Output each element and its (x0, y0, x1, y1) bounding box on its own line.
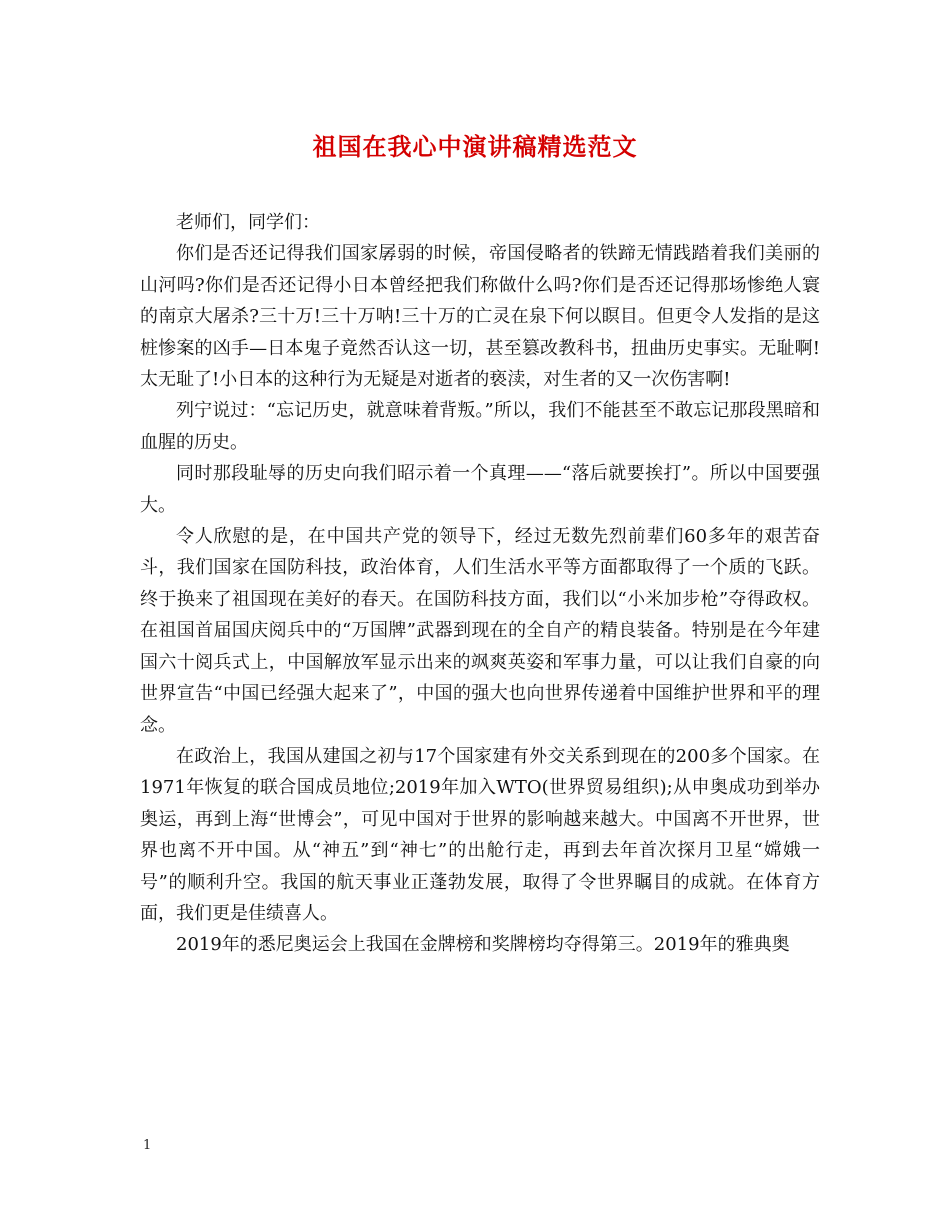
document-title: 祖国在我心中演讲稿精选范文 (312, 133, 638, 161)
document-body (140, 207, 820, 961)
body-paragraph: 你们是否还记得我们国家孱弱的时候，帝国侵略者的铁蹄无情践踏着我们美丽的山河吗?你们是否还记得小日本曾经把我们称做什么吗?你们是否还记得那场惨绝人寰的南京大屠杀?三十万!三十万呐!三十万的亡灵在泉下何以瞑目。但更令人发指的是这桩惨案的凶手—日本鬼子竟然否认这一切，甚至篡改教科书，扭曲历史事实。无耻啊!太无耻了!小日本的这种行为无疑是对逝者的亵渎，对生者的又一次伤害啊! (140, 243, 820, 391)
salutation-paragraph: 老师们，同学们： (176, 212, 320, 233)
body-paragraph: 在政治上，我国从建国之初与17个国家建有外交关系到现在的200多个国家。在1971年恢复的联合国成员地位;2019年加入WTO(世界贸易组织);从申奥成功到举办奥运，再到上海“世博会”，可见中国对于世界的影响越来越大。中国离不开世界，世界也离不开中国。从“神五”到“神七”的出舱行走，再到去年首次探月卫星“嫦娥一号”的顺利升空。我国的航天事业正蓬勃发展，取得了令世界瞩目的成就。在体育方面，我们更是佳绩喜人。 (140, 745, 820, 924)
body-paragraph: 令人欣慰的是，在中国共产党的领导下，经过无数先烈前辈们60多年的艰苦奋斗，我们国家在国防科技，政治体育，人们生活水平等方面都取得了一个质的飞跃。终于换来了祖国现在美好的春天。在国防科技方面，我们以“小米加步枪”夺得政权。在祖国首届国庆阅兵中的“万国牌”武器到现在的全自产的精良装备。特别是在今年建国六十阅兵式上，中国解放军显示出来的飒爽英姿和军事力量，可以让我们自豪的向世界宣告“中国已经强大起来了”，中国的强大也向世界传递着中国维护世界和平的理念。 (140, 526, 820, 736)
body-paragraph: 2019年的悉尼奥运会上我国在金牌榜和奖牌榜均夺得第三。2019年的雅典奥 (176, 934, 790, 956)
body-paragraph: 列宁说过：“忘记历史，就意味着背叛。”所以，我们不能甚至不敢忘记那段黑暗和血腥的历史。 (140, 400, 820, 453)
page-number: 1 (143, 1138, 152, 1153)
body-paragraph: 同时那段耻辱的历史向我们昭示着一个真理——“落后就要挨打”。所以中国要强大。 (140, 463, 820, 516)
